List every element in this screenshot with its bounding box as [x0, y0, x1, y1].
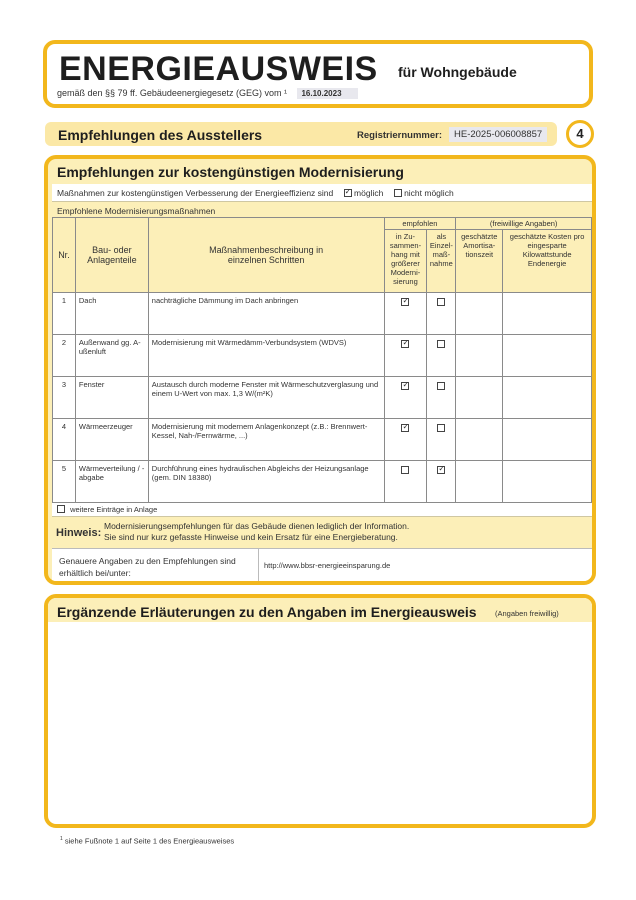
row-in-context-cell — [384, 419, 427, 461]
row-cost-field[interactable] — [503, 461, 592, 503]
footnote — [60, 836, 234, 846]
certificate-header — [43, 40, 593, 108]
row-nr: 3 — [53, 377, 76, 419]
row-cost-field[interactable] — [503, 377, 592, 419]
row-description: Durchführung eines hydraulischen Abgleichs der Heizungsanlage (gem. DIN 18380) — [148, 461, 384, 503]
row-single-cell — [427, 293, 456, 335]
page-number-badge: 4 — [566, 120, 594, 148]
row-nr: 5 — [53, 461, 76, 503]
notes-header-bar — [48, 598, 592, 622]
row-nr: 2 — [53, 335, 76, 377]
recommendations-panel — [44, 155, 596, 585]
notes-optional-hint: (Angaben freiwillig) — [495, 609, 559, 618]
additional-notes-panel — [44, 594, 596, 828]
row-description: Modernisierung mit modernem Anlagenkonzept (z.B.: Brennwert-Kessel, Nah-/Fernwärme, ...) — [148, 419, 384, 461]
row-description: Modernisierung mit Wärmedämm-Verbundsystem (WDVS) — [148, 335, 384, 377]
row-payback-field[interactable] — [456, 293, 503, 335]
row-single-cell — [427, 461, 456, 503]
single-checkbox[interactable] — [437, 382, 445, 390]
details-divider — [258, 549, 259, 583]
possible-label: möglich — [354, 188, 384, 198]
col-header-component: Bau- oder Anlagenteile — [75, 218, 148, 293]
hint-line-1: Modernisierungsempfehlungen für das Gebäude dienen lediglich der Information. — [104, 521, 410, 531]
row-single-cell — [427, 335, 456, 377]
recommendations-title: Empfehlungen zur kostengünstigen Modernisierung — [57, 164, 404, 180]
table-row — [53, 293, 592, 335]
col-header-description: Maßnahmenbeschreibung in einzelnen Schritten — [148, 218, 384, 293]
col-header-nr: Nr. — [53, 218, 76, 293]
row-description: Austausch durch moderne Fenster mit Wärmeschutzverglasung und einem U-Wert von max. 1,3 W/(m²K) — [148, 377, 384, 419]
single-checkbox[interactable] — [437, 298, 445, 306]
notes-content-area[interactable] — [48, 622, 592, 824]
col-header-single: als Einzel-maß-nahme — [427, 230, 456, 293]
row-single-cell — [427, 377, 456, 419]
col-header-optional: (freiwillige Angaben) — [456, 218, 592, 230]
table-row — [53, 461, 592, 503]
row-payback-field[interactable] — [456, 461, 503, 503]
more-entries-label: weitere Einträge in Anlage — [70, 505, 158, 514]
row-in-context-cell — [384, 335, 427, 377]
row-in-context-cell — [384, 461, 427, 503]
row-nr: 1 — [53, 293, 76, 335]
in-context-checkbox[interactable] — [401, 466, 409, 474]
row-payback-field[interactable] — [456, 419, 503, 461]
section-title: Empfehlungen des Ausstellers — [58, 127, 263, 143]
hint-text — [104, 521, 409, 543]
more-entries-row — [52, 503, 592, 517]
registration-label: Registriernummer: — [357, 130, 442, 141]
single-checkbox[interactable] — [437, 424, 445, 432]
details-row — [52, 548, 592, 582]
row-nr: 4 — [53, 419, 76, 461]
row-component: Wärmeverteilung / -abgabe — [75, 461, 148, 503]
col-header-in-context: in Zu-sammen-hang mit größerer Moderni-sierung — [384, 230, 427, 293]
possible-checkbox[interactable] — [344, 189, 352, 197]
col-header-recommended: empfohlen — [384, 218, 456, 230]
details-url-field[interactable]: http://www.bbsr-energieeinsparung.de — [264, 561, 391, 570]
row-cost-field[interactable] — [503, 335, 592, 377]
hint-label: Hinweis: — [56, 527, 102, 539]
single-checkbox[interactable] — [437, 466, 445, 474]
row-payback-field[interactable] — [456, 377, 503, 419]
in-context-checkbox[interactable] — [401, 424, 409, 432]
section-header-bar — [45, 122, 557, 146]
notes-title: Ergänzende Erläuterungen zu den Angaben im Energieausweis — [57, 604, 477, 620]
row-component: Wärmeerzeuger — [75, 419, 148, 461]
hint-row — [52, 517, 592, 547]
details-label: Genauere Angaben zu den Empfehlungen sind erhältlich bei/unter: — [59, 556, 236, 578]
not-possible-checkbox[interactable] — [394, 189, 402, 197]
table-row — [53, 377, 592, 419]
single-checkbox[interactable] — [437, 340, 445, 348]
not-possible-label: nicht möglich — [404, 188, 454, 198]
law-reference — [57, 88, 358, 99]
row-component: Außenwand gg. A-ußenluft — [75, 335, 148, 377]
row-cost-field[interactable] — [503, 293, 592, 335]
table-row — [53, 335, 592, 377]
more-entries-checkbox[interactable] — [57, 505, 65, 513]
in-context-checkbox[interactable] — [401, 298, 409, 306]
row-description: nachträgliche Dämmung im Dach anbringen — [148, 293, 384, 335]
row-component: Dach — [75, 293, 148, 335]
document-title: ENERGIEAUSWEIS — [59, 50, 378, 88]
row-component: Fenster — [75, 377, 148, 419]
measures-possible-text: Maßnahmen zur kostengünstigen Verbesserung der Energieeffizienz sind — [57, 188, 334, 198]
law-date-field[interactable]: 16.10.2023 — [297, 88, 357, 99]
document-subtitle: für Wohngebäude — [398, 64, 517, 80]
measures-possible-row — [52, 184, 592, 202]
row-cost-field[interactable] — [503, 419, 592, 461]
footnote-text: siehe Fußnote 1 auf Seite 1 des Energieausweises — [64, 836, 235, 846]
in-context-checkbox[interactable] — [401, 382, 409, 390]
row-payback-field[interactable] — [456, 335, 503, 377]
in-context-checkbox[interactable] — [401, 340, 409, 348]
table-row — [53, 419, 592, 461]
row-in-context-cell — [384, 377, 427, 419]
col-header-cost: geschätzte Kosten pro eingesparte Kilowattstunde Endenergie — [503, 230, 592, 293]
hint-line-2: Sie sind nur kurz gefasste Hinweise und kein Ersatz für eine Energieberatung. — [104, 532, 398, 542]
recommended-measures-heading: Empfohlene Modernisierungsmaßnahmen — [57, 206, 216, 216]
col-header-payback: geschätzte Amortisa-tionszeit — [456, 230, 503, 293]
registration-number-field[interactable]: HE-2025-006008857 — [449, 127, 547, 142]
law-text: gemäß den §§ 79 ff. Gebäudeenergiegesetz (GEG) vom ¹ — [57, 88, 287, 98]
row-in-context-cell — [384, 293, 427, 335]
footnote-marker: 1 — [60, 836, 63, 842]
measures-table — [52, 217, 592, 503]
row-single-cell — [427, 419, 456, 461]
